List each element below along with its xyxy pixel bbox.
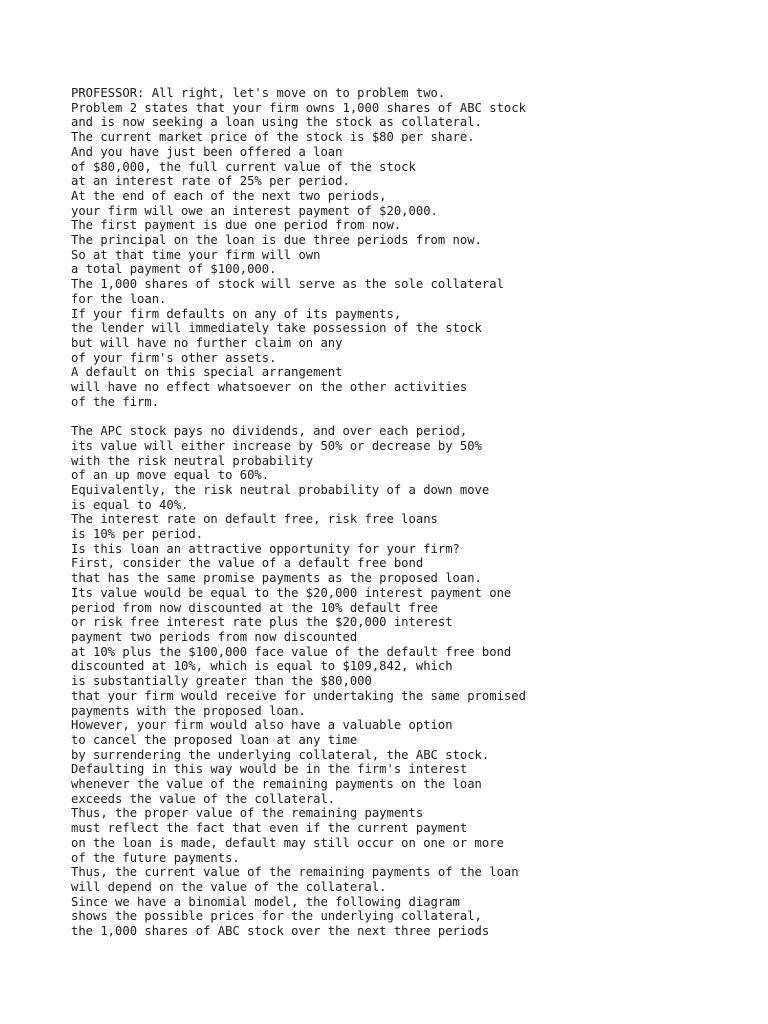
transcript-line: whenever the value of the remaining payments on the loan	[71, 777, 482, 792]
transcript-line: that has the same promise payments as the proposed loan.	[71, 571, 482, 586]
transcript-line: And you have just been offered a loan	[71, 144, 343, 159]
transcript-line: at an interest rate of 25% per period.	[71, 174, 350, 189]
transcript-line: of the future payments.	[71, 850, 240, 865]
transcript-line: First, consider the value of a default free bond	[71, 556, 424, 571]
transcript-line: of the firm.	[71, 394, 160, 409]
transcript-line: Equivalently, the risk neutral probability of a down move	[71, 482, 490, 497]
transcript-line: the 1,000 shares of ABC stock over the next three periods	[71, 924, 490, 939]
transcript-line: and is now seeking a loan using the stock as collateral.	[71, 115, 482, 130]
transcript-line: for the loan.	[71, 291, 167, 306]
transcript-line: So at that time your firm will own	[71, 247, 321, 262]
transcript-line: However, your firm would also have a valuable option	[71, 718, 453, 733]
transcript-document	[71, 86, 751, 939]
transcript-line: of your firm's other assets.	[71, 350, 277, 365]
transcript-line: A default on this special arrangement	[71, 365, 343, 380]
transcript-line: The 1,000 shares of stock will serve as the sole collateral	[71, 277, 504, 292]
transcript-line: period from now discounted at the 10% default free	[71, 600, 438, 615]
transcript-line: of $80,000, the full current value of the stock	[71, 159, 416, 174]
transcript-line: Thus, the proper value of the remaining payments	[71, 806, 424, 821]
transcript-line: that your firm would receive for undertaking the same promised	[71, 688, 526, 703]
transcript-line: Since we have a binomial model, the following diagram	[71, 894, 460, 909]
transcript-line: payment two periods from now discounted	[71, 630, 358, 644]
transcript-line: its value will either increase by 50% or decrease by 50%	[71, 438, 482, 453]
transcript-line: at 10% plus the $100,000 face value of the default free bond	[71, 644, 512, 659]
transcript-line: a total payment of $100,000.	[71, 262, 277, 277]
transcript-line: is 10% per period.	[71, 527, 204, 542]
transcript-line: to cancel the proposed loan at any time	[71, 732, 358, 747]
transcript-line: exceeds the value of the collateral.	[71, 791, 336, 806]
transcript-line: shows the possible prices for the underlying collateral,	[71, 909, 482, 924]
transcript-line: must reflect the fact that even if the current payment	[71, 821, 468, 836]
paragraph-problem-setup	[71, 86, 751, 409]
transcript-line: is substantially greater than the $80,000	[71, 674, 372, 689]
transcript-line: discounted at 10%, which is equal to $109,842, which	[71, 659, 453, 674]
transcript-line: the lender will immediately take possession of the stock	[71, 321, 482, 336]
transcript-line: will depend on the value of the collateral.	[71, 879, 387, 894]
paragraph-loan-analysis	[71, 424, 751, 939]
transcript-line: payments with the proposed loan.	[71, 703, 306, 718]
transcript-line: on the loan is made, default may still occur on one or more	[71, 835, 504, 850]
transcript-line: The interest rate on default free, risk free loans	[71, 512, 438, 527]
transcript-line: with the risk neutral probability	[71, 453, 314, 468]
transcript-line: PROFESSOR: All right, let's move on to problem two.	[71, 86, 446, 100]
transcript-line: by surrendering the underlying collateral, the ABC stock.	[71, 747, 490, 762]
transcript-line: At the end of each of the next two periods,	[71, 188, 387, 203]
transcript-line: The APC stock pays no dividends, and over each period,	[71, 424, 468, 439]
transcript-line: Thus, the current value of the remaining payments of the loan	[71, 865, 519, 880]
transcript-line: The principal on the loan is due three periods from now.	[71, 233, 482, 248]
transcript-line: of an up move equal to 60%.	[71, 468, 270, 483]
transcript-line: The current market price of the stock is $80 per share.	[71, 130, 475, 145]
transcript-line: will have no effect whatsoever on the other activities	[71, 380, 468, 395]
paragraph-break	[71, 409, 751, 424]
transcript-line: your firm will owe an interest payment of $20,000.	[71, 203, 438, 218]
transcript-line: Problem 2 states that your firm owns 1,000 shares of ABC stock	[71, 100, 526, 115]
transcript-line: If your firm defaults on any of its payments,	[71, 306, 402, 321]
transcript-line: or risk free interest rate plus the $20,000 interest	[71, 615, 453, 630]
transcript-line: Is this loan an attractive opportunity for your firm?	[71, 541, 460, 556]
transcript-line: Its value would be equal to the $20,000 interest payment one	[71, 585, 512, 600]
transcript-line: The first payment is due one period from now.	[71, 218, 402, 233]
transcript-line: is equal to 40%.	[71, 497, 189, 512]
transcript-line: Defaulting in this way would be in the firm's interest	[71, 762, 468, 777]
transcript-line: but will have no further claim on any	[71, 335, 343, 350]
